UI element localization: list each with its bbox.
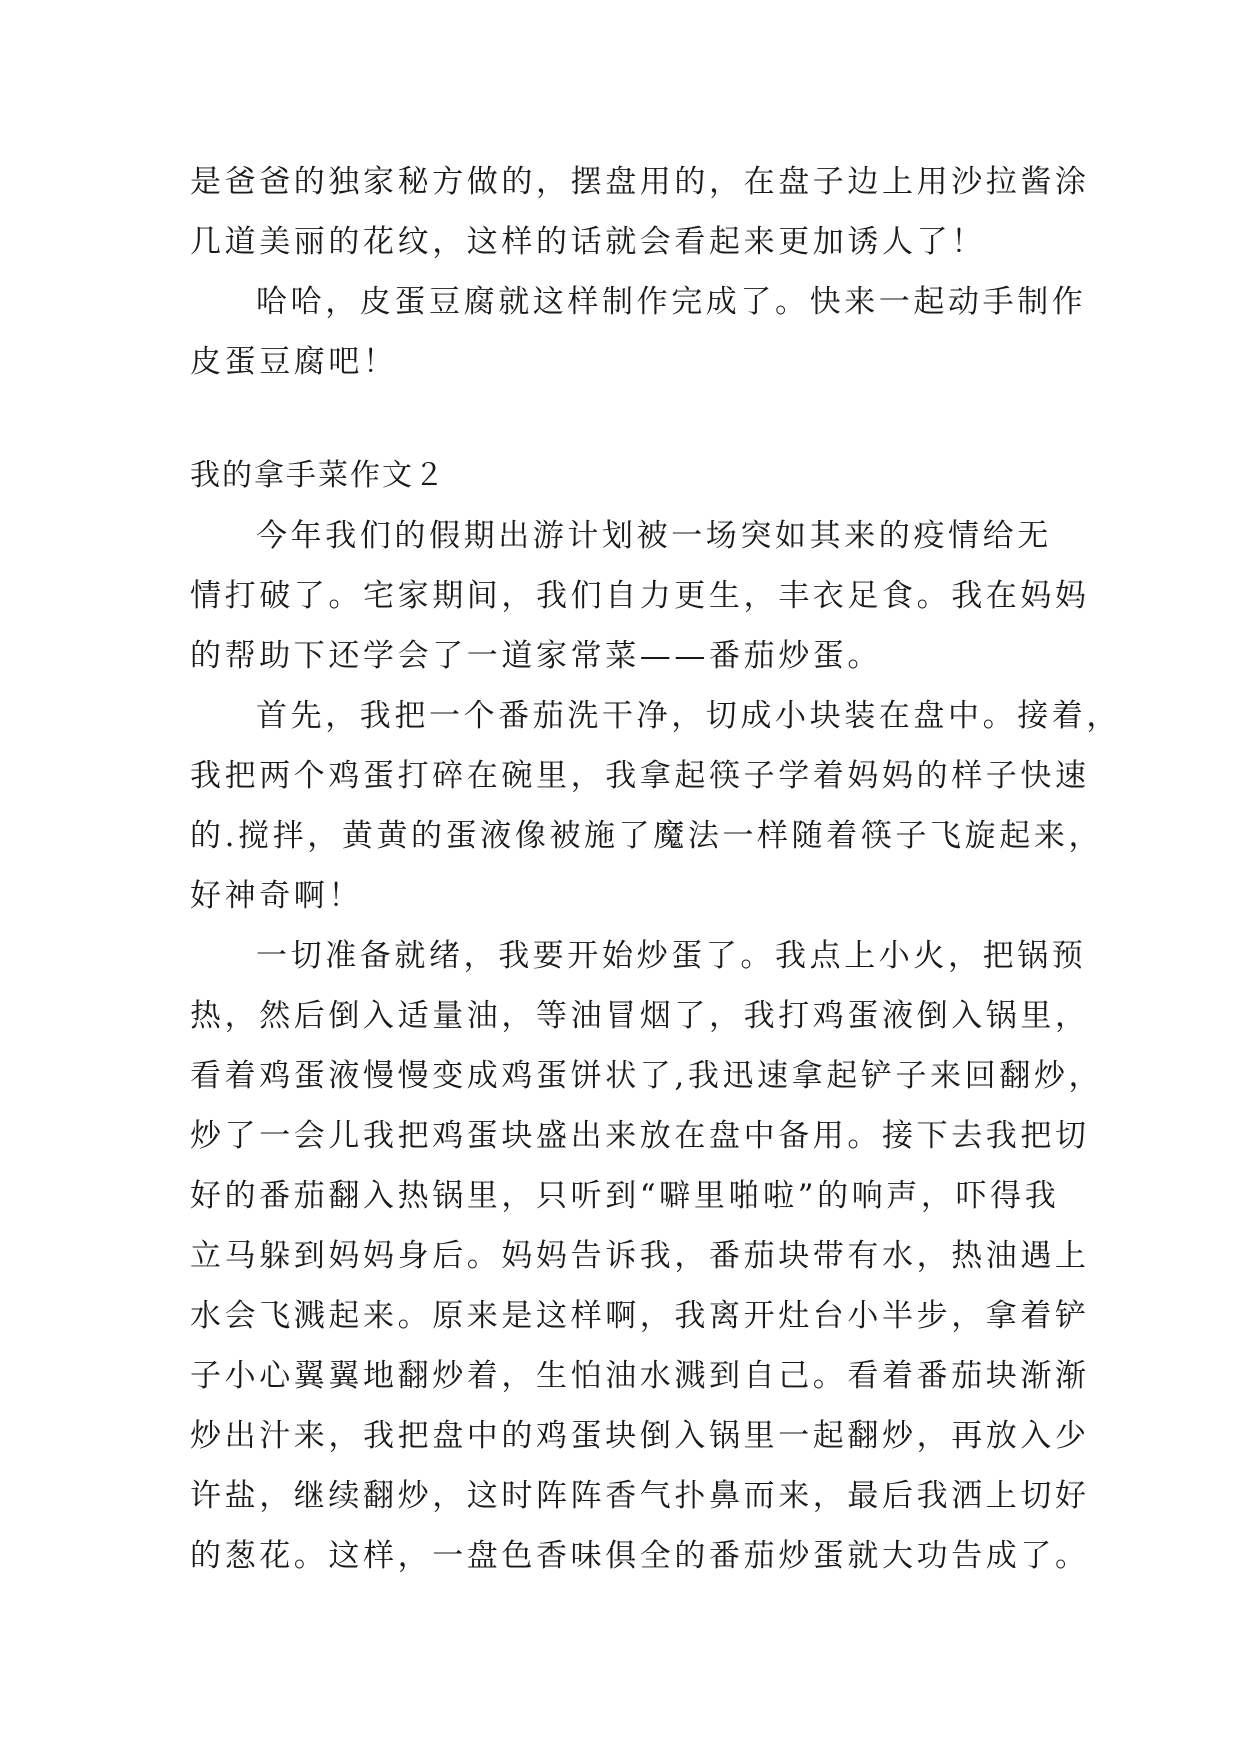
paragraph-line: 皮蛋豆腐吧！ xyxy=(190,344,398,380)
paragraph-line: 看着鸡蛋液慢慢变成鸡蛋饼状了,我迅速拿起铲子来回翻炒， xyxy=(190,1058,1104,1094)
essay-title: 我的拿手菜作文２ xyxy=(190,458,446,493)
paragraph-line: 炒出汁来，我把盘中的鸡蛋块倒入锅里一起翻炒，再放入少 xyxy=(190,1418,1090,1454)
paragraph-line: 好的番茄翻入热锅里，只听到“噼里啪啦”的响声，吓得我 xyxy=(190,1178,1060,1214)
paragraph-line: 水会飞溅起来。原来是这样啊，我离开灶台小半步，拿着铲 xyxy=(190,1298,1090,1334)
paragraph-line: 的.搅拌，黄黄的蛋液像被施了魔法一样随着筷子飞旋起来， xyxy=(190,818,1104,854)
paragraph-line: 首先，我把一个番茄洗干净，切成小块装在盘中。接着， xyxy=(256,698,1121,734)
document-page xyxy=(190,0,1121,1754)
paragraph-line: 一切准备就绪，我要开始炒蛋了。我点上小火，把锅预 xyxy=(256,938,1087,974)
paragraph-line: 好神奇啊！ xyxy=(190,878,363,914)
paragraph-line: 立马躲到妈妈身后。妈妈告诉我，番茄块带有水，热油遇上 xyxy=(190,1238,1090,1274)
paragraph-line: 炒了一会儿我把鸡蛋块盛出来放在盘中备用。接下去我把切 xyxy=(190,1118,1090,1154)
paragraph-line: 的葱花。这样，一盘色香味俱全的番茄炒蛋就大功告成了。 xyxy=(190,1538,1090,1574)
paragraph-line: 我把两个鸡蛋打碎在碗里，我拿起筷子学着妈妈的样子快速 xyxy=(190,758,1090,794)
paragraph-line: 哈哈，皮蛋豆腐就这样制作完成了。快来一起动手制作 xyxy=(256,284,1087,320)
paragraph-line: 几道美丽的花纹，这样的话就会看起来更加诱人了！ xyxy=(190,224,986,260)
paragraph-line: 的帮助下还学会了一道家常菜——番茄炒蛋。 xyxy=(190,638,882,674)
paragraph-line: 许盐，继续翻炒，这时阵阵香气扑鼻而来，最后我洒上切好 xyxy=(190,1478,1090,1514)
paragraph-line: 是爸爸的独家秘方做的，摆盘用的，在盘子边上用沙拉酱涂 xyxy=(190,164,1090,200)
paragraph-line: 子小心翼翼地翻炒着，生怕油水溅到自己。看着番茄块渐渐 xyxy=(190,1358,1090,1394)
paragraph-line: 今年我们的假期出游计划被一场突如其来的疫情给无 xyxy=(256,518,1052,554)
paragraph-line: 热，然后倒入适量油，等油冒烟了，我打鸡蛋液倒入锅里， xyxy=(190,998,1090,1034)
paragraph-line: 情打破了。宅家期间，我们自力更生，丰衣足食。我在妈妈 xyxy=(190,578,1090,614)
